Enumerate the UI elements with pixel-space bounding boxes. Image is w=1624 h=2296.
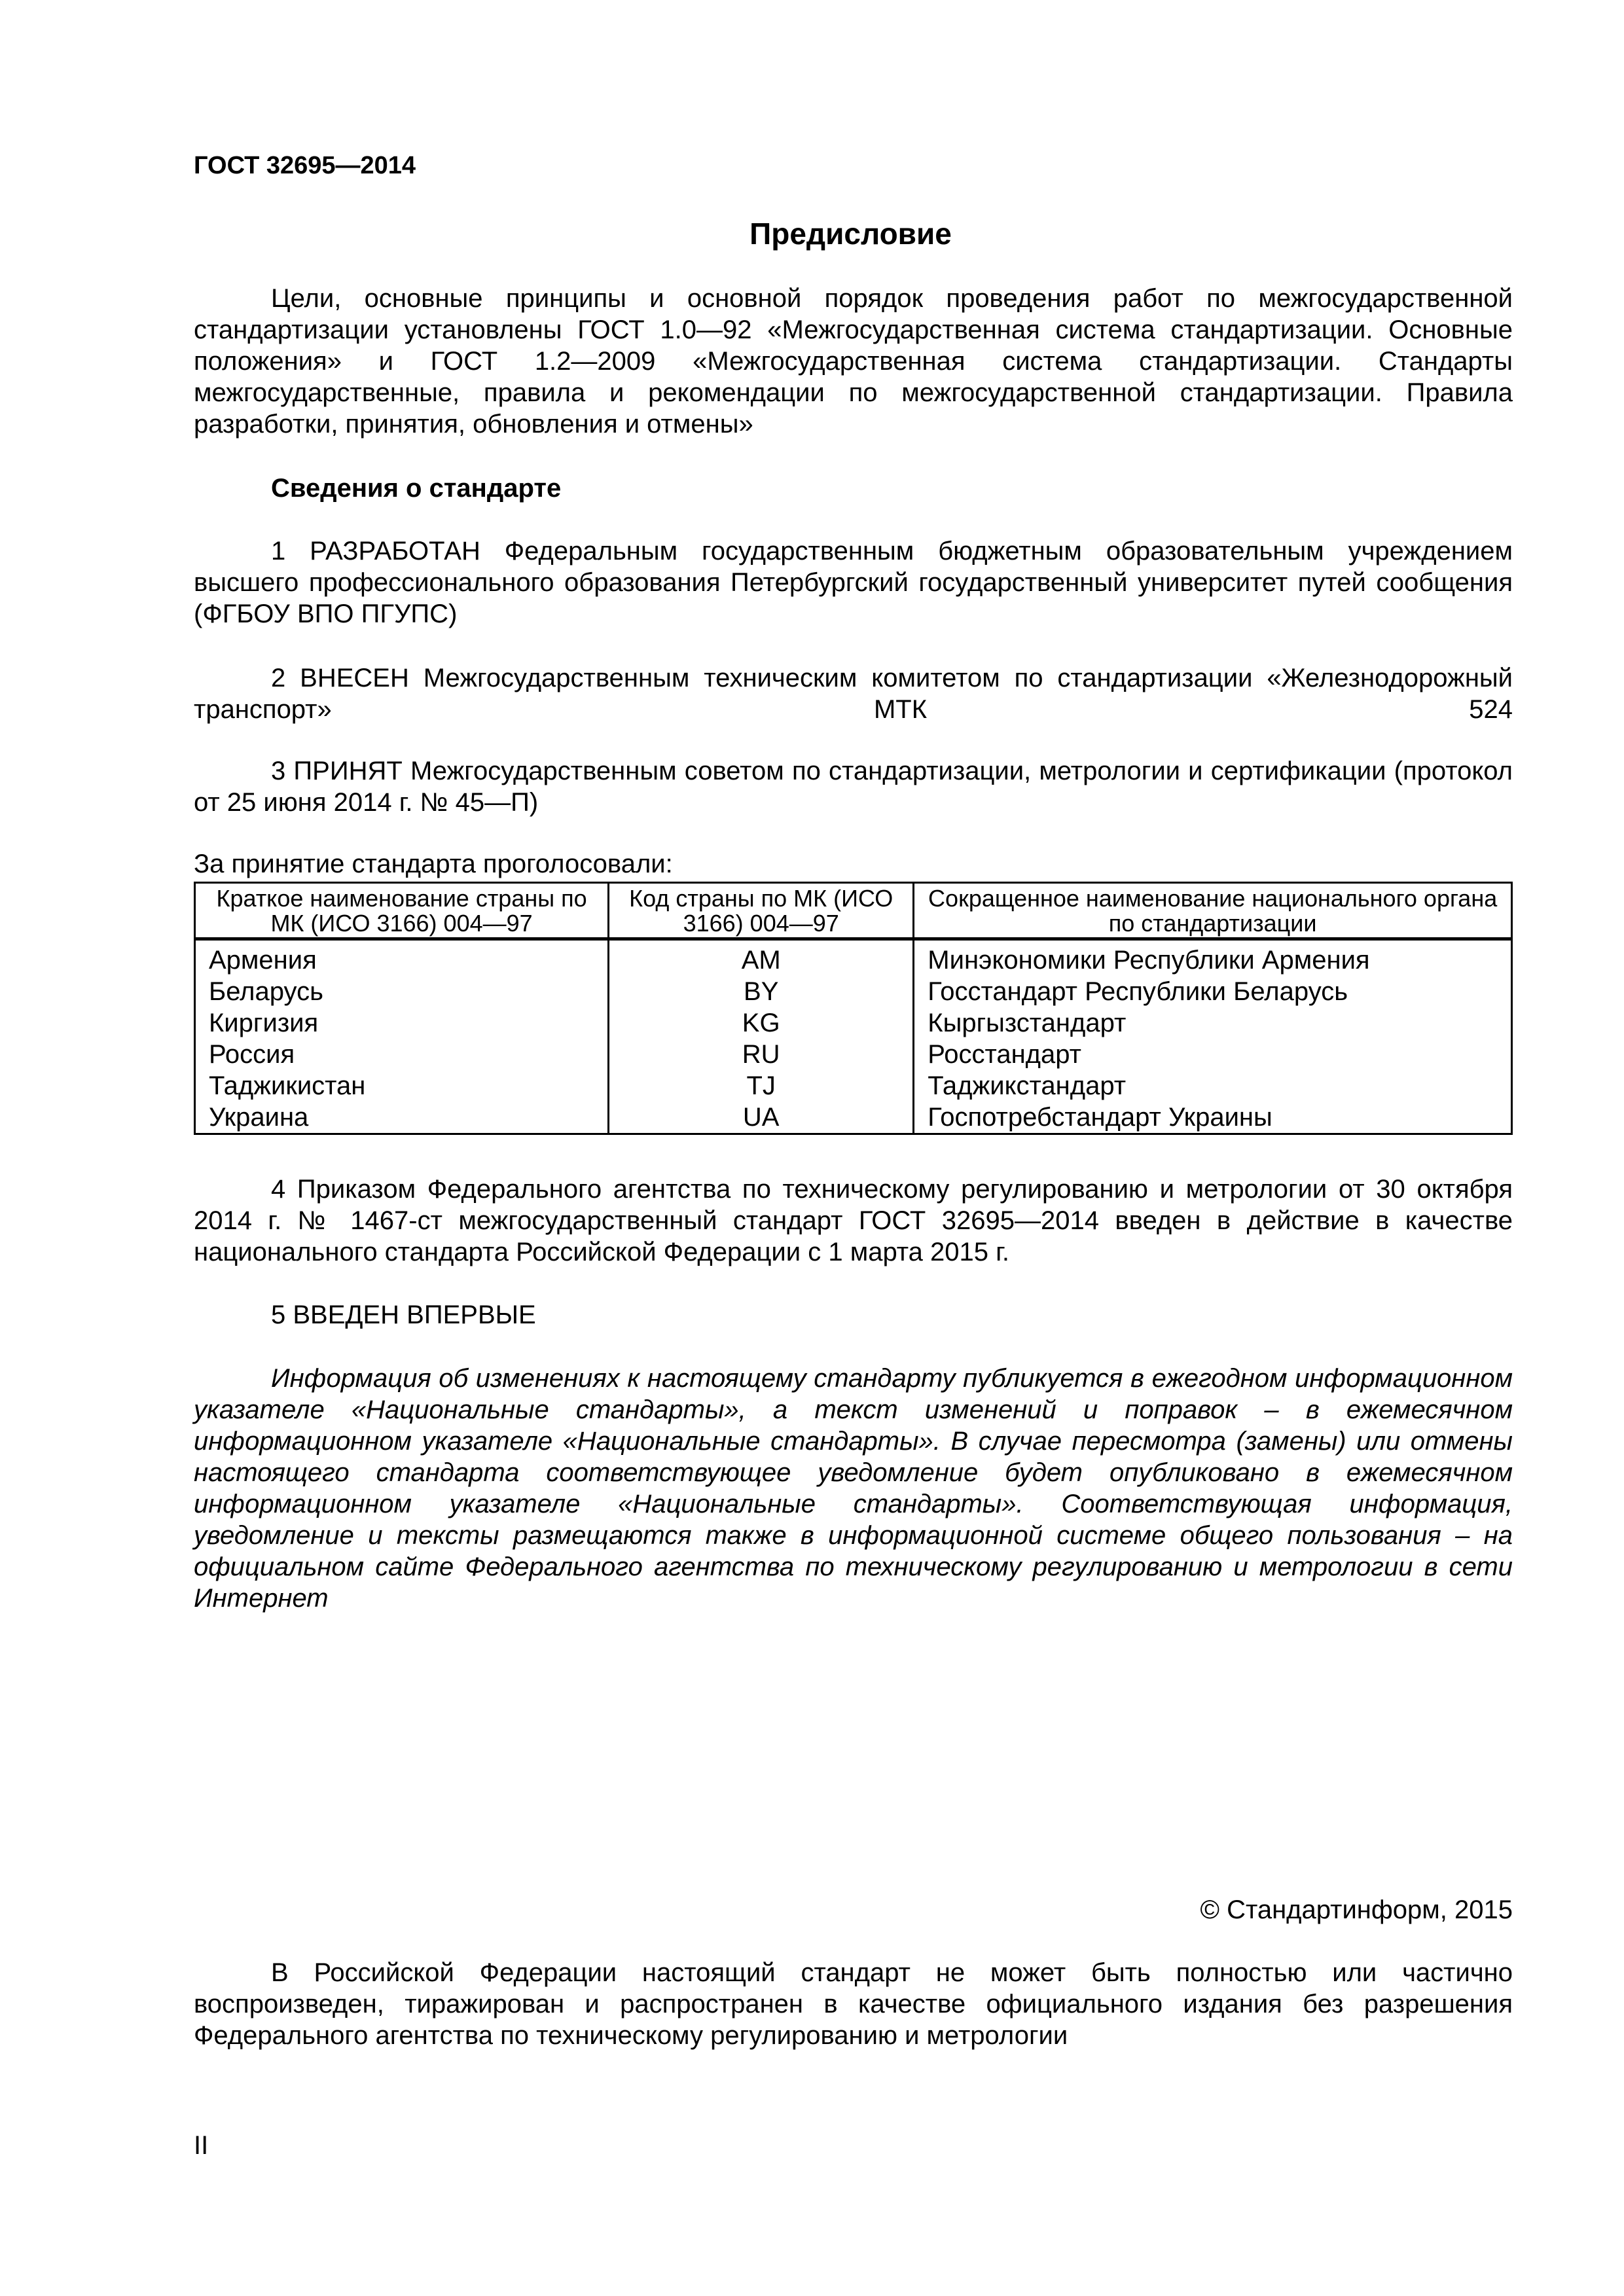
table-row xyxy=(195,1070,1512,1102)
body-cell: Росстандарт xyxy=(914,1039,1512,1070)
table-row xyxy=(195,1007,1512,1039)
vote-caption: За принятие стандарта проголосовали: xyxy=(194,850,673,878)
table-row xyxy=(195,939,1512,977)
code-cell: RU xyxy=(609,1039,914,1070)
country-cell: Украина xyxy=(195,1102,609,1134)
body-cell: Госстандарт Республики Беларусь xyxy=(914,976,1512,1007)
item-3-paragraph: 3 ПРИНЯТ Межгосударственным советом по стандартизации, метрологии и сертификации (протокол от 25 июня 2014 г. № 45—П) xyxy=(194,757,1513,817)
code-cell: BY xyxy=(609,976,914,1007)
intro-paragraph: Цели, основные принципы и основной порядок проведения работ по межгосударственной стандартизации установлены ГОСТ 1.0—92 «Межгосударственная система стандартизации. Основные положения» и ГОСТ 1.2—2009 «Межгосударственная система стандартизации. Стандарты межгосударственные, правила и рекомендации по межгосударственной стандартизации. Правила разработки, принятия, обновления и отмены» xyxy=(194,284,1513,439)
voting-countries-table xyxy=(194,882,1513,1135)
body-cell: Таджикстандарт xyxy=(914,1070,1512,1102)
item-1-paragraph: 1 РАЗРАБОТАН Федеральным государственным бюджетным образовательным учреждением высшего профессионального образования Петербургский государственный университет путей сообщения (ФГБОУ ВПО ПГУПС) xyxy=(194,537,1513,628)
changes-notice: Информация об изменениях к настоящему стандарту публикуется в ежегодном информационном указателе «Национальные стандарты», а текст изменений и поправок – в ежемесячном информационном указателе «Национальные стандарты». В случае пересмотра (замены) или отмены настоящего стандарта соответствующее уведомление будет опубликовано в ежемесячном информационном указателе «Национальные стандарты». Соответствующая информация, уведомление и тексты размещаются также в информационной системе общего пользования – на официальном сайте Федерального агентства по техническому регулированию и метрологии в сети Интернет xyxy=(194,1364,1513,1613)
country-cell: Беларусь xyxy=(195,976,609,1007)
table-row xyxy=(195,1102,1512,1134)
legal-notice: В Российской Федерации настоящий стандарт не может быть полностью или частично воспроизведен, тиражирован и распространен в качестве официального издания без разрешения Федерального агентства по техническому регулированию и метрологии xyxy=(194,1958,1513,2050)
code-cell: KG xyxy=(609,1007,914,1039)
table-header-row xyxy=(195,883,1512,939)
country-cell: Киргизия xyxy=(195,1007,609,1039)
code-cell: UA xyxy=(609,1102,914,1134)
body-cell: Госпотребстандарт Украины xyxy=(914,1102,1512,1134)
table-row xyxy=(195,976,1512,1007)
body-cell: Минэкономики Республики Армения xyxy=(914,939,1512,977)
copyright: © Стандартинформ, 2015 xyxy=(1200,1895,1513,1924)
table-row xyxy=(195,1039,1512,1070)
table-header-body: Сокращенное наименование национального органа по стандартизации xyxy=(914,883,1512,939)
page-title: Предисловие xyxy=(749,217,952,251)
table-header-country: Краткое наименование страны по МК (ИСО 3166) 004—97 xyxy=(195,883,609,939)
body-cell: Кыргызстандарт xyxy=(914,1007,1512,1039)
document-header-id: ГОСТ 32695—2014 xyxy=(194,152,416,179)
code-cell: AM xyxy=(609,939,914,977)
country-cell: Армения xyxy=(195,939,609,977)
table-header-code: Код страны по МК (ИСО 3166) 004—97 xyxy=(609,883,914,939)
info-heading: Сведения о стандарте xyxy=(271,474,562,503)
item-2-paragraph: 2 ВНЕСЕН Межгосударственным техническим комитетом по стандартизации «Железнодорожный транспорт» МТК 524 xyxy=(194,664,1513,724)
item-4-paragraph: 4 Приказом Федерального агентства по техническому регулированию и метрологии от 30 октября 2014 г. № 1467-ст межгосударственный стандарт ГОСТ 32695—2014 введен в действие в качестве национального стандарта Российской Федерации с 1 марта 2015 г. xyxy=(194,1175,1513,1266)
item-5-paragraph: 5 ВВЕДЕН ВПЕРВЫЕ xyxy=(271,1300,536,1329)
page-number: II xyxy=(194,2131,209,2160)
country-cell: Таджикистан xyxy=(195,1070,609,1102)
country-cell: Россия xyxy=(195,1039,609,1070)
code-cell: TJ xyxy=(609,1070,914,1102)
